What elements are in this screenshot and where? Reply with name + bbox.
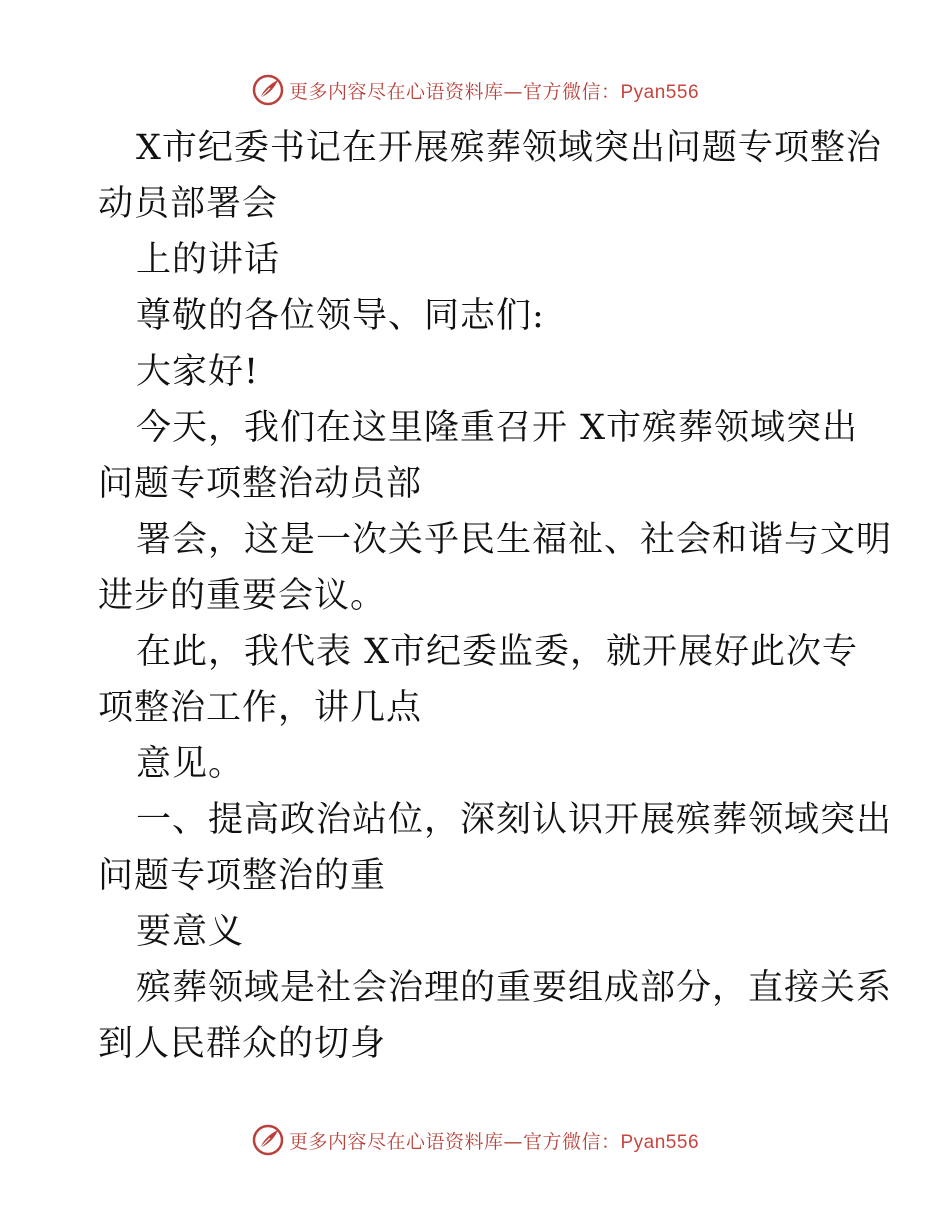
watermark-text: 更多内容尽在心语资料库—官方微信：Pyan556 <box>288 80 700 103</box>
body-line: 在此，我代表 X市纪委监委，就开展好此次专 <box>136 632 859 672</box>
body-line: 进步的重要会议。 <box>98 576 387 616</box>
document-body <box>98 120 893 1072</box>
body-line: 到人民群众的切身 <box>98 1024 387 1064</box>
body-line: X市纪委书记在开展殡葬领域突出问题专项整治 <box>136 128 882 168</box>
quill-logo-icon <box>251 73 285 107</box>
watermark-wechat-id: Pyan556 <box>620 1131 700 1153</box>
body-line: 问题专项整治的重 <box>98 856 387 896</box>
body-line: 署会，这是一次关乎民生福祉、社会和谐与文明 <box>136 520 893 560</box>
body-line: 意见。 <box>136 744 245 784</box>
watermark-wechat-id: Pyan556 <box>620 81 700 103</box>
body-line: 动员部署会 <box>98 184 279 224</box>
body-line: 今天，我们在这里隆重召开 X市殡葬领域突出 <box>136 408 859 448</box>
body-line: 殡葬领域是社会治理的重要组成部分，直接关系 <box>136 968 893 1008</box>
body-line: 大家好! <box>136 352 260 392</box>
body-line: 尊敬的各位领导、同志们: <box>136 296 545 336</box>
body-line: 一、提高政治站位，深刻认识开展殡葬领域突出 <box>136 800 893 840</box>
quill-logo-icon <box>251 1123 285 1157</box>
body-line: 要意义 <box>136 912 245 952</box>
header-watermark <box>0 70 950 110</box>
body-line: 项整治工作，讲几点 <box>98 688 423 728</box>
body-line: 上的讲话 <box>136 240 281 280</box>
watermark-text: 更多内容尽在心语资料库—官方微信：Pyan556 <box>288 1130 700 1153</box>
body-line: 问题专项整治动员部 <box>98 464 423 504</box>
footer-watermark <box>0 1120 950 1160</box>
